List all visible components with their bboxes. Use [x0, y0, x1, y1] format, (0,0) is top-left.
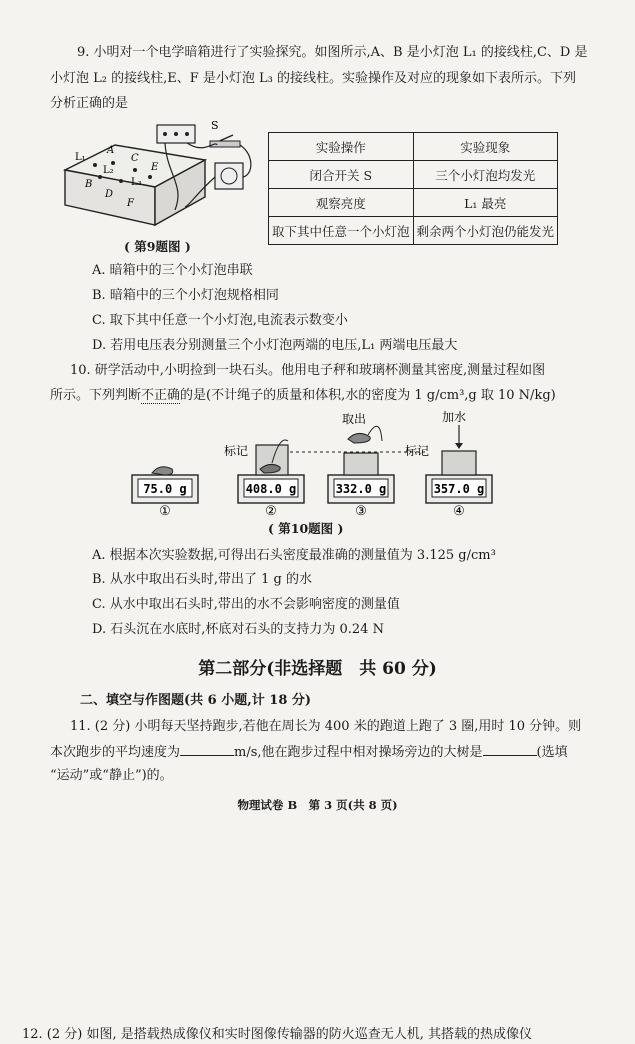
step-number-2: ② [265, 504, 277, 517]
part2-title: 第二部分(非选择题 共 60 分) [198, 659, 437, 679]
label-e: E [151, 162, 159, 173]
q11-line2 [50, 743, 568, 762]
q9-line3: 分析正确的是 [50, 96, 129, 111]
q10-option-a: A. 根据本次实验数据,可得出石头密度最准确的测量值为 3.125 g/cm³ [92, 548, 496, 563]
mark-label-left: 标记 [224, 444, 249, 458]
scale-reading-2: 408.0 g [245, 482, 297, 496]
scale-reading-1: 75.0 g [143, 482, 187, 496]
q9-line2: 小灯泡 L₂ 的接线柱,E、F 是小灯泡 L₃ 的接线柱。实验操作及对应的现象如下表所示。下列 [50, 71, 576, 86]
label-b: B [85, 179, 93, 190]
q9-option-a: A. 暗箱中的三个小灯泡串联 [92, 263, 253, 278]
take-out-label: 取出 [342, 412, 367, 426]
table-cell: L₁ 最亮 [413, 189, 558, 217]
q10-line2-b: 的是(不计绳子的质量和体积,水的密度为 1 g/cm³,g 取 10 N/kg) [180, 388, 556, 403]
q9-option-d: D. 若用电压表分别测量三个小灯泡两端的电压,L₁ 两端电压最大 [92, 338, 458, 353]
table-cell: 取下其中任意一个小灯泡 [269, 217, 414, 245]
label-d: D [105, 189, 114, 200]
label-f: F [127, 198, 134, 209]
table-cell: 观察亮度 [269, 189, 414, 217]
q10-line2 [50, 387, 556, 405]
table-header-phenomenon: 实验现象 [413, 133, 558, 161]
q11-line3: “运动”或“静止”)的。 [50, 768, 173, 783]
q11-line2-a: 本次跑步的平均速度为 [50, 745, 181, 760]
section-heading: 二、填空与作图题(共 6 小题,计 18 分) [80, 693, 312, 708]
table-header-operation: 实验操作 [269, 133, 414, 161]
q9-experiment-table [268, 132, 558, 245]
label-a: A [107, 145, 115, 156]
q10-option-c: C. 从水中取出石头时,带出的水不会影响密度的测量值 [92, 597, 400, 612]
step-number-1: ① [159, 504, 171, 517]
q9-figure-caption: ( 第9题图 ) [124, 239, 191, 254]
scale-reading-3: 332.0 g [335, 482, 387, 496]
scale-reading-4: 357.0 g [433, 482, 485, 496]
label-l2: L₂ [103, 165, 114, 176]
q9-option-b: B. 暗箱中的三个小灯泡规格相同 [92, 288, 279, 303]
q10-scales-figure [120, 405, 520, 517]
q10-line1: 10. 研学活动中,小明捡到一块石头。他用电子秤和玻璃杯测量其密度,测量过程如图 [70, 363, 546, 378]
page-footer: 物理试卷 B 第 3 页(共 8 页) [237, 798, 398, 812]
table-cell: 闭合开关 S [269, 161, 414, 189]
table-cell: 三个小灯泡均发光 [413, 161, 558, 189]
q10-emphasis: 不正确 [141, 388, 181, 403]
q11-line2-c: (选填 [536, 745, 568, 760]
q11-line1: 11. (2 分) 小明每天坚持跑步,若他在周长为 400 米的跑道上跑了 3 圈,用时 10 分钟。则 [70, 719, 582, 734]
table-cell: 剩余两个小灯泡仍能发光 [413, 217, 558, 245]
q9-circuit-figure [55, 115, 270, 240]
label-l1: L₁ [75, 152, 86, 163]
q10-figure-caption: ( 第10题图 ) [268, 521, 344, 536]
q11-blank-motion[interactable] [483, 743, 537, 756]
q10-line2-a: 所示。下列判断 [50, 388, 142, 403]
step-number-4: ④ [453, 504, 465, 517]
q9-line1: 9. 小明对一个电学暗箱进行了实验探究。如图所示,A、B 是小灯泡 L₁ 的接线柱,C、D 是 [77, 45, 588, 60]
mark-label-mid: 标记 [405, 444, 430, 458]
label-switch-s: S [211, 119, 219, 132]
q9-option-c: C. 取下其中任意一个小灯泡,电流表示数变小 [92, 313, 348, 328]
q10-option-b: B. 从水中取出石头时,带出了 1 g 的水 [92, 572, 312, 587]
add-water-label: 加水 [442, 410, 467, 424]
step-number-3: ③ [355, 504, 367, 517]
q11-line2-b: m/s,他在跑步过程中相对操场旁边的大树是 [234, 745, 483, 760]
q12-partial-line: 12. (2 分) 如图, 是搭载热成像仪和实时图像传输器的防火巡查无人机, 其搭载的热成像仪 [22, 1027, 533, 1042]
label-c: C [131, 153, 139, 164]
q11-blank-speed[interactable] [180, 743, 234, 756]
q10-option-d: D. 石头沉在水底时,杯底对石头的支持力为 0.24 N [92, 622, 384, 637]
label-l3: L₃ [131, 177, 142, 188]
